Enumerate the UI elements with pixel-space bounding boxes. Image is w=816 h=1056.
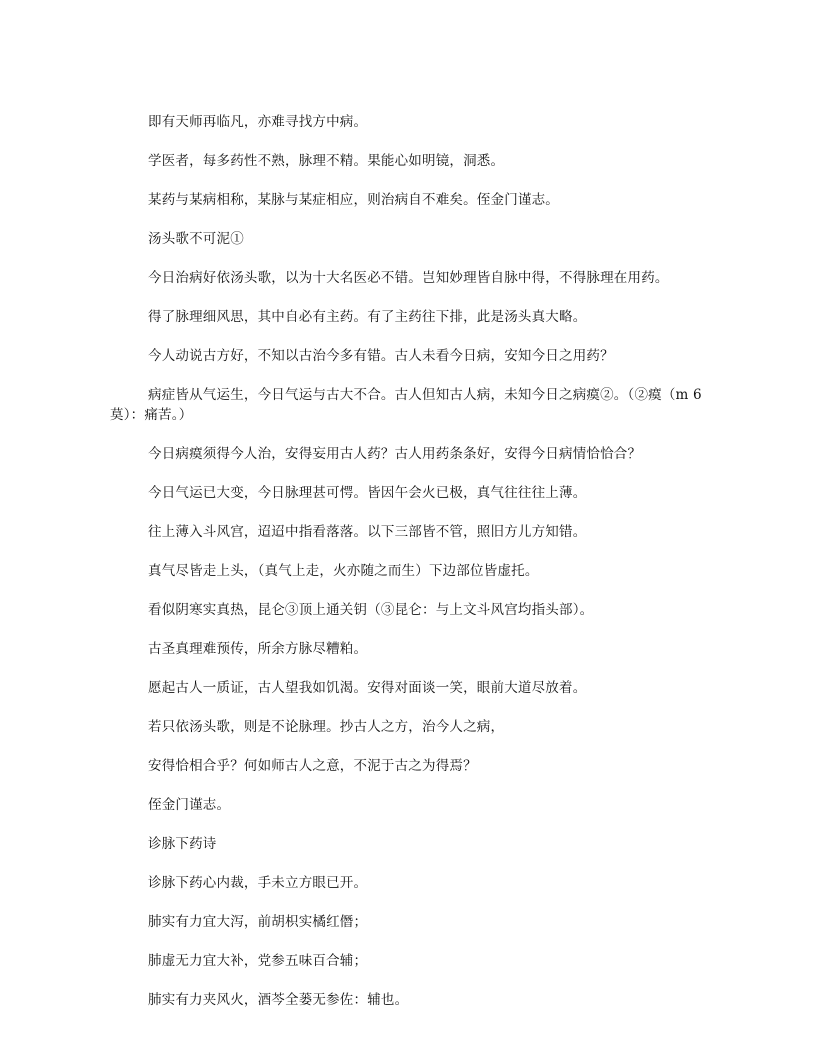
- paragraph: 肺实有力宜大泻，前胡枳实橘红僭；: [148, 914, 368, 930]
- paragraph: 看似阴寒实真热，昆仑③顶上通关钥（③昆仑：与上文斗风宫均指头部）。: [148, 602, 594, 618]
- paragraph: 肺虚无力宜大补，党参五味百合辅；: [148, 953, 368, 969]
- signature-line: 侄金门谨志。: [148, 797, 231, 813]
- document-body: [110, 112, 710, 1029]
- paragraph: 某药与某病相称，某脉与某症相应，则治病自不难矣。侄金门谨志。: [148, 192, 559, 208]
- paragraph: 今日病瘼须得今人治，安得妄用古人药？古人用药条条好，安得今日病情恰恰合？: [148, 446, 642, 462]
- paragraph: 安得恰相合乎？何如师古人之意，不泥于古之为得焉？: [148, 758, 477, 774]
- paragraph: 诊脉下药心内裁，手未立方眼已开。: [148, 875, 368, 891]
- paragraph: 即有天师再临凡，亦难寻找方中病。: [148, 114, 368, 130]
- paragraph: 得了脉理细风思，其中自必有主药。有了主药往下排，此是汤头真大略。: [148, 309, 587, 325]
- paragraph: 今日治病好依汤头歌，以为十大名医必不错。岂知妙理皆自脉中得，不得脉理在用药。: [148, 270, 669, 286]
- section-heading: 汤头歌不可泥①: [148, 231, 244, 247]
- paragraph: 今人动说古方好，不知以古治今多有错。古人未看今日病，安知今日之用药？: [148, 348, 614, 364]
- paragraph: 今日气运已大变，今日脉理甚可愕。皆因午会火已极，真气往往往上薄。: [148, 485, 587, 501]
- paragraph: 真气尽皆走上头，（真气上走，火亦随之而生）下边部位皆虚托。: [148, 563, 539, 579]
- section-heading: 诊脉下药诗: [148, 836, 217, 852]
- paragraph: 学医者，每多药性不熟，脉理不精。果能心如明镜，洞悉。: [148, 153, 505, 169]
- paragraph: 若只依汤头歌，则是不论脉理。抄古人之方，治今人之病，: [148, 719, 505, 735]
- paragraph: 愿起古人一质证，古人望我如饥渴。安得对面谈一笑，眼前大道尽放着。: [148, 680, 587, 696]
- paragraph: 古圣真理难预传，所余方脉尽糟粕。: [148, 641, 368, 657]
- paragraph: 肺实有力夹风火，酒芩全蒌无参佐：辅也。: [148, 992, 409, 1008]
- paragraph: 往上薄入斗风宫，迢迢中指看落落。以下三部皆不管，照旧方儿方知错。: [148, 524, 587, 540]
- paragraph: 病症皆从气运生，今日气运与古大不合。古人但知古人病，未知今日之病瘼②。（②瘼（m 6 莫）：痛苦。）: [110, 387, 702, 423]
